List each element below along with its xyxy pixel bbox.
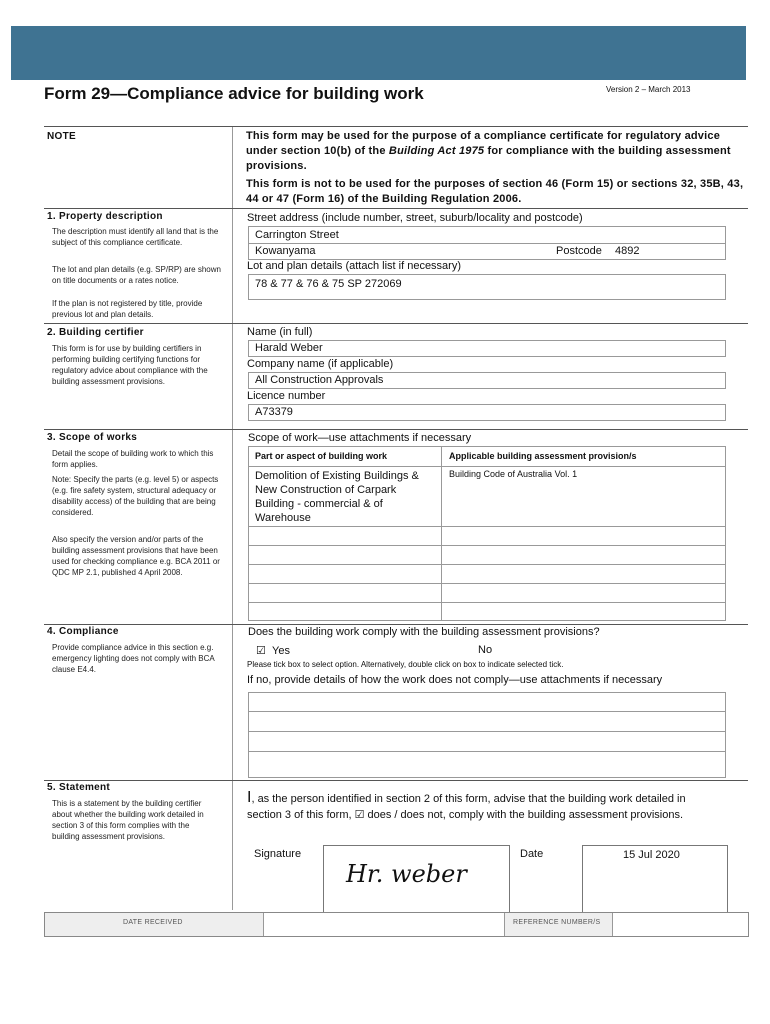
- scope-row1-part[interactable]: Demolition of Existing Buildings & New Construction of Carpark Building - commercial & of Warehouse: [255, 470, 419, 524]
- section1-note-1: The description must identify all land that is the subject of this compliance certificate.: [52, 227, 219, 247]
- date-received-label: DATE RECEIVED: [123, 919, 183, 926]
- section1-rule: [44, 208, 748, 209]
- section3-title: 3. Scope of works: [47, 432, 138, 443]
- scope-col-part: Part or aspect of building work: [255, 451, 388, 461]
- section4-note: Provide compliance advice in this section e.g. emergency lighting does not comply with BCA clause E4.4.: [52, 643, 215, 674]
- section3-note-2: Note: Specify the parts (e.g. level 5) or aspects (e.g. fire safety system, structural adequacy or disability access) of the building that are being considered.: [52, 475, 219, 517]
- yes-label: Yes: [272, 645, 290, 657]
- name-label: Name (in full): [247, 326, 313, 338]
- licence-field[interactable]: A73379: [248, 404, 726, 421]
- yes-option[interactable]: [256, 644, 290, 657]
- scope-row-line: [249, 583, 725, 584]
- reference-label: REFERENCE NUMBER/S: [513, 919, 601, 926]
- street-address-label: Street address (include number, street, suburb/locality and postcode): [247, 212, 583, 224]
- postcode-label: Postcode: [556, 245, 602, 257]
- details-row-line: [249, 731, 725, 732]
- signature-box[interactable]: [323, 845, 510, 915]
- scope-row-line: [249, 545, 725, 546]
- yes-checkbox[interactable]: ☑: [256, 645, 266, 657]
- section3-rule: [44, 429, 748, 430]
- lot-plan-field[interactable]: 78 & 77 & 76 & 75 SP 272069: [248, 274, 726, 300]
- tick-instruction: Please tick box to select option. Alternatively, double click on box to indicate selected tick.: [247, 660, 564, 669]
- office-use-row: [44, 912, 749, 937]
- section1-title: 1. Property description: [47, 211, 163, 222]
- signature-image: Hr. weber: [346, 860, 467, 888]
- section3-note-1: Detail the scope of building work to which this form applies.: [52, 449, 214, 469]
- noncompliance-label: If no, provide details of how the work does not comply—use attachments if necessary: [247, 674, 663, 686]
- section2-title: 2. Building certifier: [47, 327, 144, 338]
- scope-label: Scope of work—use attachments if necessary: [248, 432, 472, 444]
- section2-note: This form is for use by building certifiers in performing building certifying functions for regulatory advice about compliance with the building assessment provisions.: [52, 344, 208, 386]
- name-field[interactable]: Harald Weber: [248, 340, 726, 357]
- company-label: Company name (if applicable): [247, 358, 394, 370]
- note-paragraph-1: This form may be used for the purpose of a compliance certificate for regulatory advice under section 10(b) of the Building Act 1975 for compliance with the building assessment provisions.: [246, 130, 731, 172]
- form-version: Version 2 – March 2013: [606, 85, 691, 94]
- section5-note: This is a statement by the building certifier about whether the building work detailed in section 3 of this form complies with the building assessment provisions.: [52, 799, 204, 841]
- no-option[interactable]: No: [478, 644, 493, 656]
- scope-row-line: [249, 564, 725, 565]
- section1-note-2: The lot and plan details (e.g. SP/RP) are shown on title documents or a rates notice.: [52, 265, 221, 285]
- section2-rule: [44, 323, 748, 324]
- compliance-question: Does the building work comply with the building assessment provisions?: [248, 626, 600, 638]
- suburb-field[interactable]: [248, 243, 726, 260]
- date-value: 15 Jul 2020: [623, 849, 680, 861]
- statement-text: I, as the person identified in section 2 of this form, advise that the building work detailed in section 3 of this form, ☑ does / does not, comply with the building assessment provisions.: [247, 789, 686, 821]
- suburb-value: Kowanyama: [255, 245, 316, 257]
- scope-col-divider: [441, 447, 442, 620]
- date-label: Date: [520, 848, 544, 860]
- note-paragraph-2: This form is not to be used for the purposes of section 46 (Form 15) or sections 32, 35B, 43, 44 or 47 (Form 16) of the Building Regulation 2006.: [246, 178, 744, 205]
- details-row-line: [249, 751, 725, 752]
- section1-note-3: If the plan is not registered by title, provide previous lot and plan details.: [52, 299, 203, 319]
- note-top-rule: [44, 126, 748, 127]
- section4-rule: [44, 624, 748, 625]
- signature-label: Signature: [254, 848, 302, 860]
- scope-row-line: [249, 526, 725, 527]
- scope-col-provision: Applicable building assessment provision/s: [449, 451, 637, 461]
- form-title: Form 29—Compliance advice for building work: [44, 84, 424, 103]
- section5-title: 5. Statement: [47, 782, 111, 793]
- section4-title: 4. Compliance: [47, 626, 119, 637]
- section5-rule: [44, 780, 748, 781]
- noncompliance-details-field[interactable]: [248, 692, 726, 778]
- scope-table: [248, 446, 726, 621]
- office-divider: [263, 913, 264, 936]
- street-address-field[interactable]: Carrington Street: [248, 226, 726, 244]
- header-banner: [11, 26, 746, 80]
- note-label: NOTE: [47, 131, 76, 142]
- details-row-line: [249, 711, 725, 712]
- lot-plan-label: Lot and plan details (attach list if necessary): [247, 260, 462, 272]
- column-divider: [232, 126, 233, 910]
- section3-note-3: Also specify the version and/or parts of the building assessment provisions that have been used for checking compliance e.g. BCA 2011 or QDC MP 2.1, published 4 April 2008.: [52, 535, 220, 577]
- scope-row1-provision[interactable]: Building Code of Australia Vol. 1: [449, 469, 578, 479]
- licence-label: Licence number: [247, 390, 326, 402]
- scope-row-line: [249, 602, 725, 603]
- postcode-value: 4892: [615, 245, 640, 257]
- company-field[interactable]: All Construction Approvals: [248, 372, 726, 389]
- date-field[interactable]: [582, 845, 728, 915]
- office-divider: [612, 913, 613, 936]
